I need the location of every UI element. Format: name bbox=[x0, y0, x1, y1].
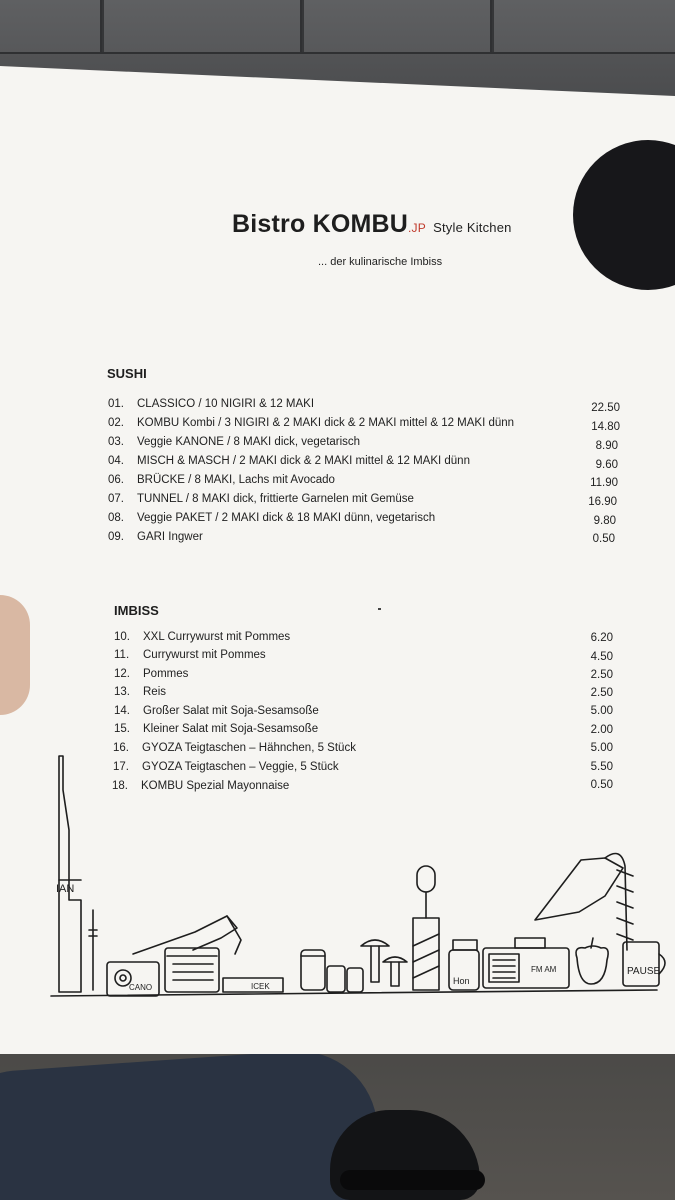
box-label: ICEK bbox=[251, 982, 270, 991]
lamp-drawing bbox=[535, 854, 633, 951]
menu-item: 13. Reis bbox=[114, 686, 167, 698]
menu-item-price: 5.50 bbox=[590, 761, 613, 773]
menu-item: 08. Veggie PAKET / 2 MAKI dick & 18 MAKI dünn, vegetarisch bbox=[108, 512, 436, 524]
paving-slab bbox=[0, 0, 104, 54]
menu-item-price: 2.00 bbox=[590, 724, 613, 736]
section-heading-sushi: SUSHI bbox=[107, 366, 147, 381]
bottle-label: IAN bbox=[56, 883, 75, 895]
stray-dot bbox=[378, 608, 381, 610]
holding-thumb bbox=[0, 595, 30, 715]
menu-item-price: 9.80 bbox=[593, 515, 616, 527]
menu-item-price: 16.90 bbox=[588, 496, 617, 508]
menu-item: 03. Veggie KANONE / 8 MAKI dick, vegetarisch bbox=[108, 436, 361, 448]
menu-item-price: 11.90 bbox=[590, 477, 618, 489]
menu-item: 07. TUNNEL / 8 MAKI dick, frittierte Garnelen mit Gemüse bbox=[108, 493, 414, 505]
menu-item: 14. Großer Salat mit Soja-Sesamsoße bbox=[114, 705, 319, 717]
menu-title bbox=[232, 210, 512, 239]
camera-drawing bbox=[107, 962, 159, 996]
restaurant-name: Bistro KOMBU bbox=[232, 210, 409, 238]
menu-item: 16. GYOZA Teigtaschen – Hähnchen, 5 Stück bbox=[113, 742, 356, 754]
jar-drawing bbox=[449, 940, 479, 990]
menu-item-price: 6.20 bbox=[590, 632, 613, 644]
tagline: Style Kitchen bbox=[433, 220, 512, 235]
mushrooms-drawing bbox=[361, 940, 407, 986]
paving-slab bbox=[300, 0, 494, 54]
radio-label: FM AM bbox=[531, 965, 557, 974]
pepper-mill-drawing bbox=[413, 866, 439, 990]
menu-item: 02. KOMBU Kombi / 3 NIGIRI & 2 MAKI dick & 2 MAKI mittel & 12 MAKI dünn bbox=[108, 417, 515, 429]
menu-item-price: 2.50 bbox=[590, 687, 613, 699]
menu-item: 10. XXL Currywurst mit Pommes bbox=[114, 631, 291, 643]
cans-drawing bbox=[301, 950, 363, 992]
menu-item-price: 0.50 bbox=[590, 779, 613, 791]
apple-drawing bbox=[576, 938, 608, 984]
menu-item: 15. Kleiner Salat mit Soja-Sesamsoße bbox=[114, 723, 319, 735]
menu-item: 04. MISCH & MASCH / 2 MAKI dick & 2 MAKI mittel & 12 MAKI dünn bbox=[108, 455, 470, 467]
menu-item-price: 2.50 bbox=[590, 669, 613, 681]
menu-item-price: 14.80 bbox=[591, 421, 620, 433]
cup-drawing bbox=[623, 942, 665, 986]
menu-item-price: 5.00 bbox=[590, 705, 613, 717]
paving-slab bbox=[100, 0, 304, 54]
jar-label: Hon bbox=[453, 976, 470, 986]
menu-item-price: 9.60 bbox=[595, 459, 618, 471]
menu-item: 17. GYOZA Teigtaschen – Veggie, 5 Stück bbox=[113, 761, 339, 773]
menu-subtitle: ... der kulinarische Imbiss bbox=[318, 256, 443, 268]
menu-item: 06. BRÜCKE / 8 MAKI, Lachs mit Avocado bbox=[108, 474, 335, 486]
title-suffix: .JP bbox=[408, 221, 426, 235]
menu-item-price: 4.50 bbox=[590, 651, 613, 663]
box-drawing bbox=[223, 978, 283, 992]
camera-label: CANO bbox=[129, 983, 153, 992]
shoe-sole bbox=[340, 1170, 485, 1190]
menu-item-price: 8.90 bbox=[595, 440, 618, 452]
menu-item: 18. KOMBU Spezial Mayonnaise bbox=[112, 780, 290, 792]
menu-item: 11. Currywurst mit Pommes bbox=[114, 649, 266, 661]
bottle-drawing bbox=[56, 756, 81, 992]
menu-item: 09. GARI Ingwer bbox=[108, 531, 203, 543]
radio-drawing bbox=[483, 938, 569, 988]
section-heading-imbiss: IMBISS bbox=[114, 603, 159, 618]
mixer-drawing bbox=[133, 916, 241, 992]
cup-label: PAUSE bbox=[627, 966, 661, 977]
menu-item-price: 5.00 bbox=[590, 742, 613, 754]
menu-item-price: 0.50 bbox=[592, 533, 615, 545]
stick-drawing bbox=[89, 910, 97, 990]
kitchen-illustration bbox=[45, 750, 675, 1010]
paving-slab bbox=[490, 0, 675, 54]
menu-item: 01. CLASSICO / 10 NIGIRI & 12 MAKI bbox=[108, 398, 315, 410]
menu-item: 12. Pommes bbox=[114, 668, 189, 680]
menu-item-price: 22.50 bbox=[591, 402, 620, 414]
